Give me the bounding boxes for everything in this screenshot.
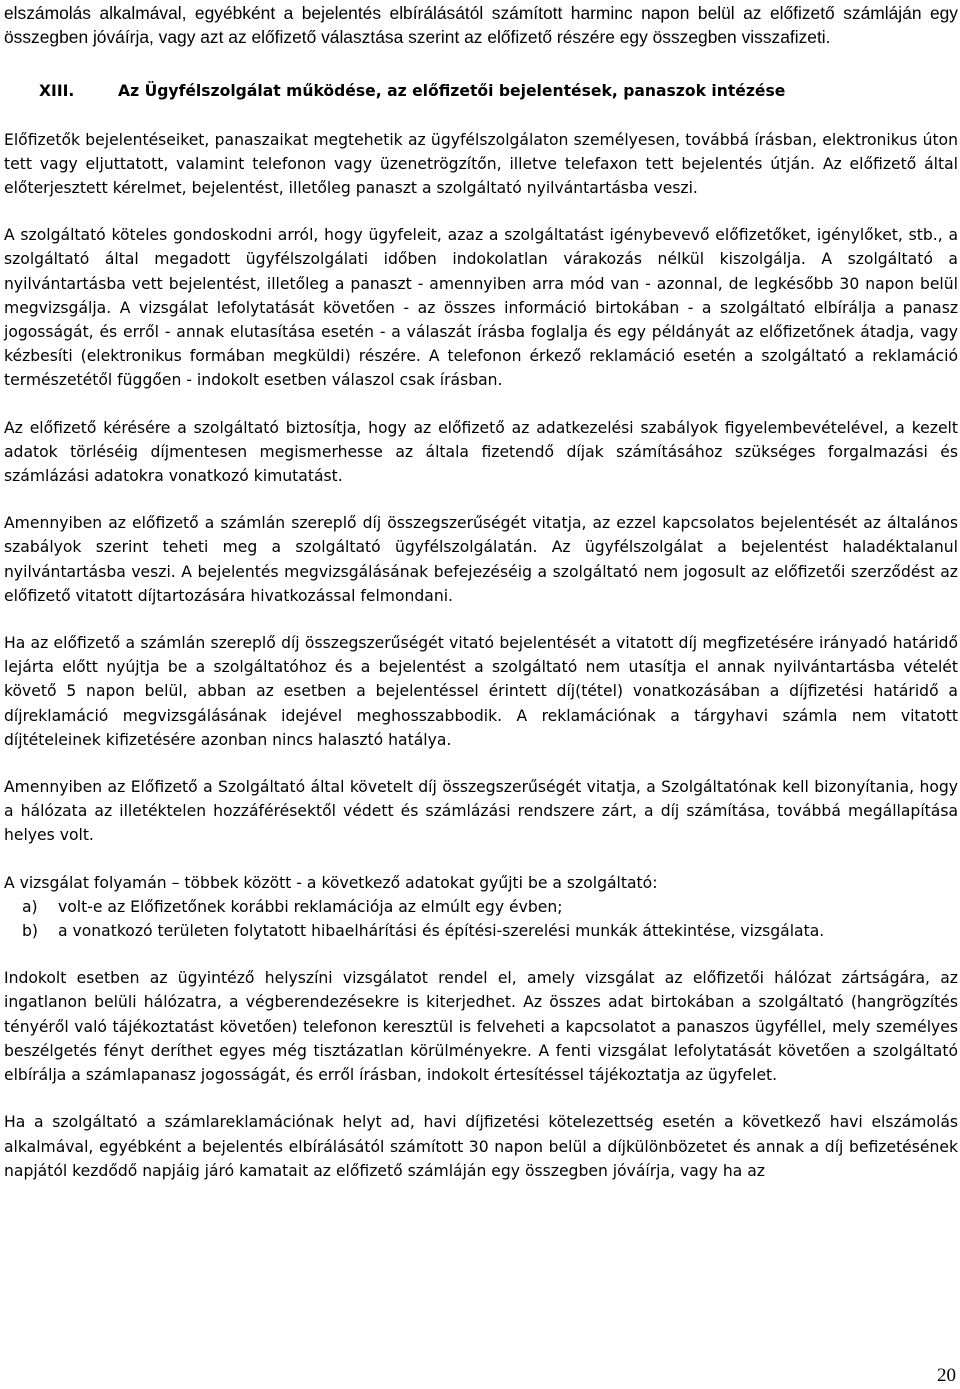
page-number: 20 [937,1365,956,1386]
paragraph: Az előfizető kérésére a szolgáltató biztosítja, hogy az előfizető az adatkezelési szabályok figyelembevételével, a kezelt adatok törléséig díjmentesen megismerhesse az általa fizetendő díjak számításához szükséges forgalmazási és számlázási adatokra vonatkozó kimutatást. [4,418,958,486]
paragraph: Amennyiben az Előfizető a Szolgáltató által követelt díj összegszerűségét vitatja, a Szolgáltatónak kell bizonyítania, hogy a hálózata az illetéktelen hozzáférésektől védett és számlázási rendszere zárt, a díj számítása, továbbá megállapítása helyes volt. [4,778,958,845]
paragraph: Indokolt esetben az ügyintéző helyszíni vizsgálatot rendel el, amely vizsgálat az előfizetői hálózat zártságára, az ingatlanon belüli hálózatra, a végberendezésekre is kiterjedhet. Az összes adat birtokában a szolgáltató (hangrögzítés tényéről való tájékoztatást követően) telefonon keresztül is felveheti a kapcsolatot a panaszos ügyféllel, mely személyes beszélgetés fényt deríthet egyes még tisztázatlan körülményekre. A fenti vizsgálat lefolytatását követően a szolgáltató elbírálja a számlapanasz jogosságát, és erről írásban, indokolt értesítéssel tájékoztatja az ügyfelet. [4,969,958,1085]
list-marker: a) [22,897,38,916]
list-item [4,895,958,919]
section-number: XIII. [39,81,75,100]
list-item-text: a vonatkozó területen folytatott hibaelhárítási és építési-szerelési munkák áttekintése, vizsgálata. [58,922,825,941]
list-item-text: volt-e az Előfizetőnek korábbi reklamációja az elmúlt egy évben; [58,897,563,916]
list-intro: A vizsgálat folyamán – többek között - a következő adatokat gyűjti be a szolgáltató: [4,873,658,892]
document-page [4,0,958,1183]
paragraph: Amennyiben az előfizető a számlán szereplő díj összegszerűségét vitatja, az ezzel kapcsolatos bejelentését az általános szabályok szerint teheti meg a szolgáltató ügyfélszolgálatán. Az ügyfélszolgálat a bejelentést haladéktalanul nyilvántartásba veszi. A bejelentés megvizsgálásának befejezéséig a szolgáltató nem jogosult az előfizetői szerződést az előfizető vitatott díjtartozására hivatkozással felmondani. [4,514,958,605]
paragraph: Előfizetők bejelentéseiket, panaszaikat megtehetik az ügyfélszolgálaton személyesen, továbbá írásban, elektronikus úton tett vagy eljuttatott, valamint telefonon vagy üzenetrögzítőn, illetve telefaxon tett bejelentés útján. Az előfizető által előterjesztett kérelmet, bejelentést, illetőleg panaszt a szolgáltató nyilvántartásba veszi. [4,130,958,197]
paragraph: Ha az előfizető a számlán szereplő díj összegszerűségét vitató bejelentését a vitatott díj megfizetésére irányadó határidő lejárta előtt nyújtja be a szolgáltatóhoz és a bejelentést a szolgáltató nem utasítja el annak nyilvántartásba vételét követő 5 napon belül, abban az esetben a bejelentéssel érintett díj(tétel) vonatkozásában a díjfizetési határidő a díjreklamáció megvizsgálásának idejével meghosszabbodik. A reklamációnak a tárgyhavi számla nem vitatott díjtételeinek kifizetésére azonban nincs halasztó hatálya. [4,634,958,749]
criteria-list [4,895,958,943]
intro-paragraph: elszámolás alkalmával, egyébként a bejelentés elbírálásától számított harminc napon belül az előfizető számláján egy összegben jóváírja, vagy azt az előfizető választása szerint az előfizető részére egy összegben visszafizeti. [4,3,958,48]
paragraph: A szolgáltató köteles gondoskodni arról, hogy ügyfeleit, azaz a szolgáltatást igénybevevő előfizetőket, igénylőket, stb., a szolgáltató által megadott ügyfélszolgálati időben indokolatlan várakozás nélkül kiszolgálja. A szolgáltató a nyilvántartásba vett bejelentést, illetőleg a panaszt - amennyiben arra mód van - azonnal, de legkésőbb 30 napon belül megvizsgálja. A vizsgálat lefolytatását követően - az összes információ birtokában - a szolgáltató elbírálja a panasz jogosságát, és erről - annak elutasítása esetén - a válaszát írásba foglalja és egy példányát az előfizetőnek átadja, vagy kézbesíti (elektronikus formában megküldi) részére. A telefonon érkező reklamáció esetén a szolgáltató a reklamáció természetétől függően - indokolt esetben válaszol csak írásban. [4,226,958,390]
section-title: Az Ügyfélszolgálat működése, az előfizetői bejelentések, panaszok intézése [118,81,786,100]
list-item [4,919,958,943]
section-heading [39,79,958,103]
list-marker: b) [22,922,38,941]
paragraph: Ha a szolgáltató a számlareklamációnak helyt ad, havi díjfizetési kötelezettség esetén a következő havi elszámolás alkalmával, egyébként a bejelentés elbírálásától számított 30 napon belül a díjkülönbözetet és annak a díj befizetésének napjától kezdődő napjáig járó kamatait az előfizető számláján egy összegben jóváírja, vagy ha az [4,1113,958,1180]
